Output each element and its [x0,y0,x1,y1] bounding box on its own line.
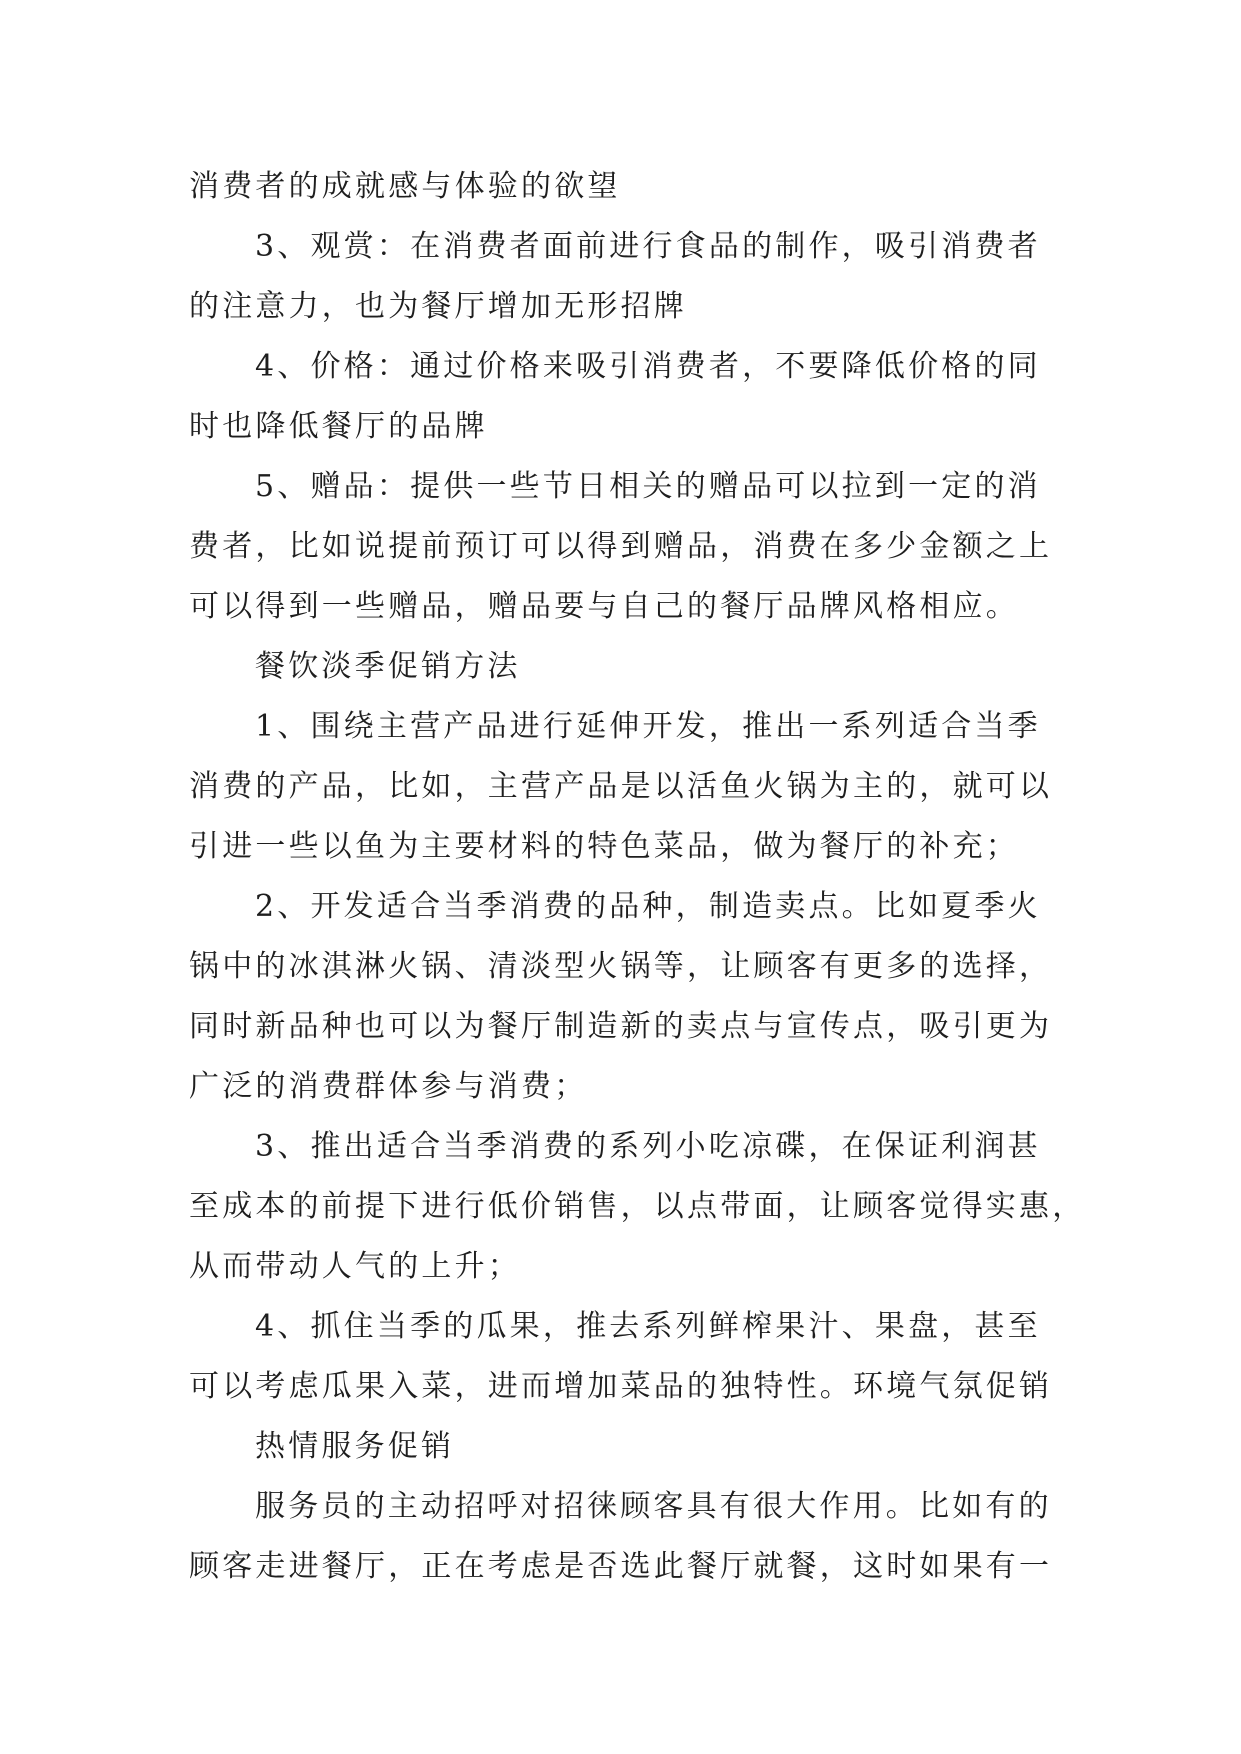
section-heading: 热情服务促销 [255,1429,455,1464]
text-line: 的注意力，也为餐厅增加无形招牌 [189,289,687,324]
text-line: 至成本的前提下进行低价销售，以点带面，让顾客觉得实惠， [189,1189,1086,1224]
text-line: 2、开发适合当季消费的品种，制造卖点。比如夏季火 [255,889,1041,924]
text-line: 服务员的主动招呼对招徕顾客具有很大作用。比如有的 [255,1489,1052,1524]
text-line: 消费者的成就感与体验的欲望 [189,169,621,204]
body-text [189,157,1086,1597]
text-line: 3、推出适合当季消费的系列小吃凉碟，在保证利润甚 [255,1129,1041,1164]
text-line: 时也降低餐厅的品牌 [189,409,488,444]
text-line: 3、观赏：在消费者面前进行食品的制作，吸引消费者 [255,229,1041,264]
text-line: 4、价格：通过价格来吸引消费者，不要降低价格的同 [255,349,1041,384]
text-line: 消费的产品，比如，主营产品是以活鱼火锅为主的，就可以 [189,769,1053,804]
text-line: 同时新品种也可以为餐厅制造新的卖点与宣传点，吸引更为 [189,1009,1053,1044]
text-line: 4、抓住当季的瓜果，推去系列鲜榨果汁、果盘，甚至 [255,1309,1041,1344]
text-line: 费者，比如说提前预订可以得到赠品，消费在多少金额之上 [189,529,1053,564]
text-line: 广泛的消费群体参与消费； [189,1069,588,1104]
text-line: 顾客走进餐厅，正在考虑是否选此餐厅就餐，这时如果有一 [189,1549,1053,1584]
text-line: 锅中的冰淇淋火锅、清淡型火锅等，让顾客有更多的选择， [189,949,1053,984]
text-line: 5、赠品：提供一些节日相关的赠品可以拉到一定的消 [255,469,1041,504]
text-line: 1、围绕主营产品进行延伸开发，推出一系列适合当季 [255,709,1041,744]
section-heading: 餐饮淡季促销方法 [255,649,521,684]
text-line: 从而带动人气的上升； [189,1249,521,1284]
text-line: 引进一些以鱼为主要材料的特色菜品，做为餐厅的补充； [189,829,1019,864]
text-line: 可以考虑瓜果入菜，进而增加菜品的独特性。环境气氛促销 [189,1369,1053,1404]
text-line: 可以得到一些赠品，赠品要与自己的餐厅品牌风格相应。 [189,589,1019,624]
